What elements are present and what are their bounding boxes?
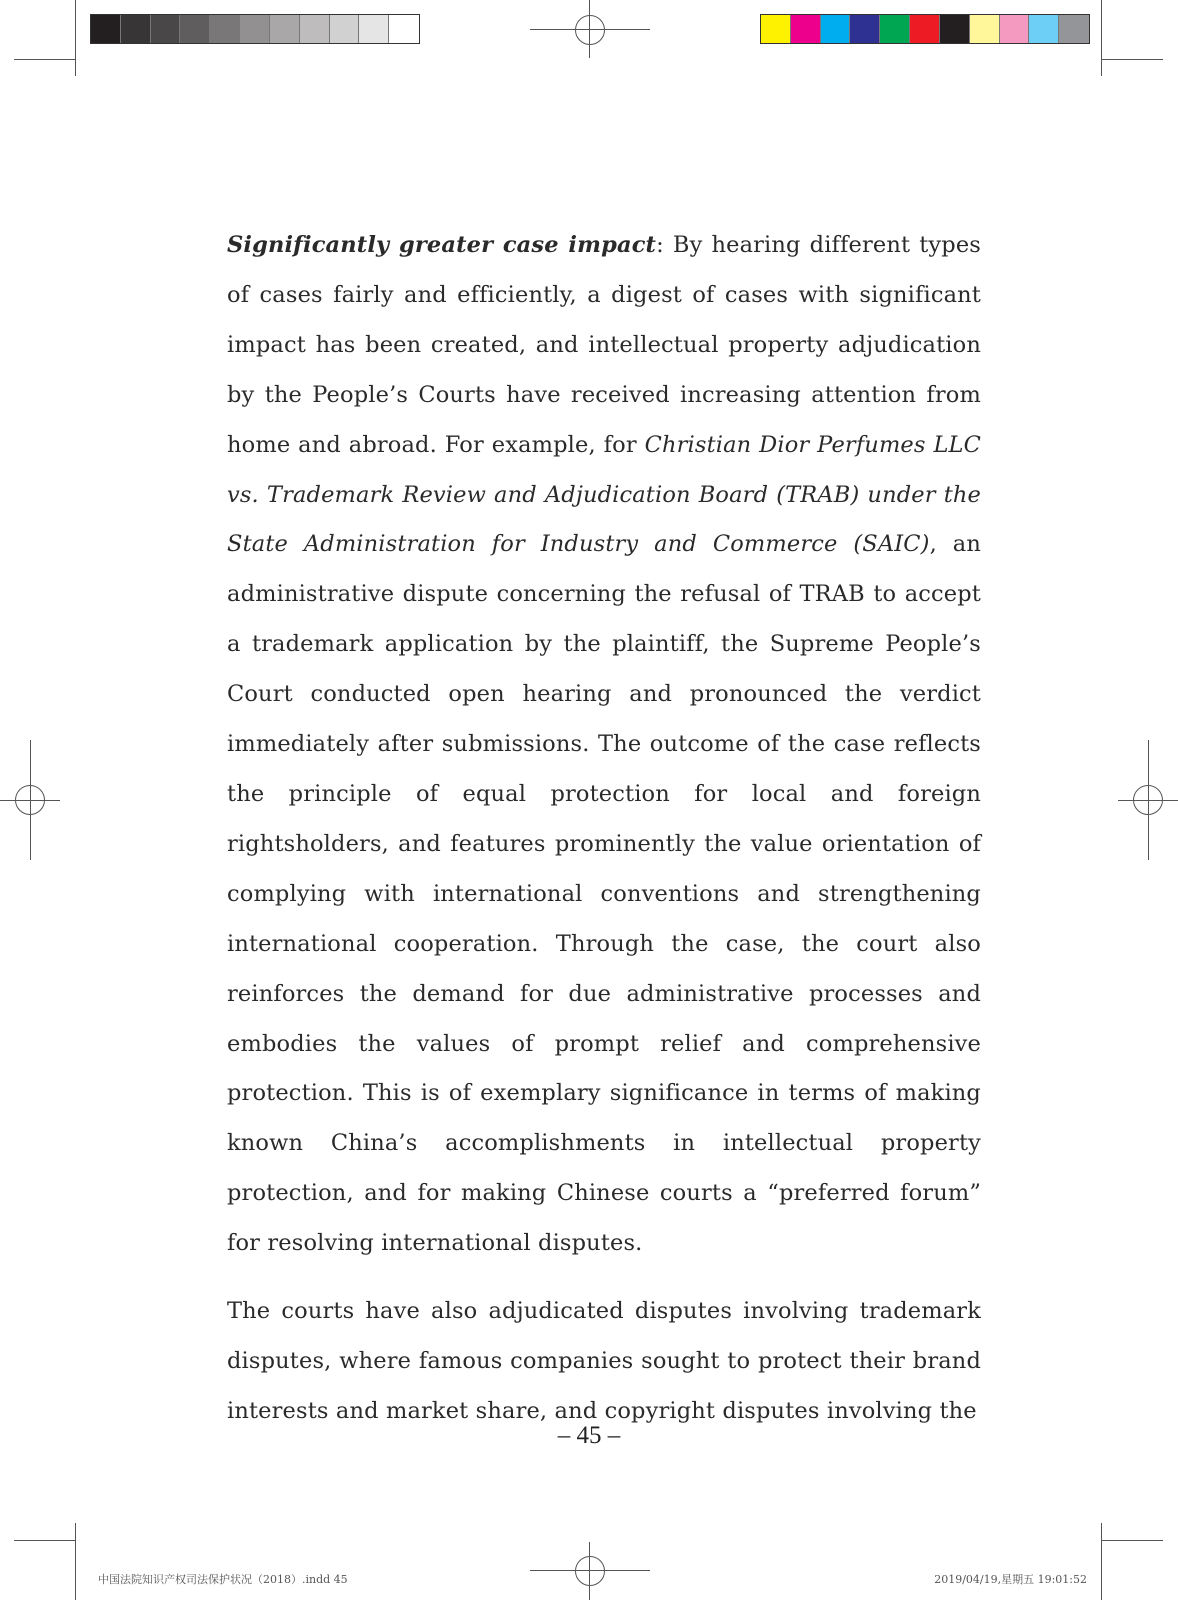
text-run: , an administrative dispute concerning the refusal of TRAB to accept a trademark application by the plaintiff, the Supreme People’s Court conducted open hearing and pronounced the verdict immediately after submissions. The outcome of the case reflects the principle of equal protection for local and foreign rightsholders, and features prominently the value orientation of complying with international conventions and strengthening international cooperation. Through the case, the court also reinforces the demand for due administrative processes and embodies the values of prompt relief and comprehensive protection. This is of exemplary significance in terms of making known China’s accomplishments in intellectual property protection, and for making Chinese courts a “preferred forum” for resolving international disputes. xyxy=(227,531,981,1257)
body-text xyxy=(227,221,981,1437)
crop-mark xyxy=(1101,1523,1102,1600)
color-swatch xyxy=(970,15,1000,43)
crop-mark xyxy=(14,1540,76,1541)
paragraph: The courts have also adjudicated disputes involving trademark disputes, where famous companies sought to protect their brand interests and market share, and copyright disputes involving the xyxy=(227,1298,981,1424)
gray-swatch xyxy=(240,15,270,43)
gray-swatch xyxy=(151,15,181,43)
color-bar xyxy=(760,14,1090,44)
gray-swatch xyxy=(91,15,121,43)
text-run: : By hearing different types of cases fairly and efficiently, a digest of cases with significant impact has been created, and intellectual property adjudication by the People’s Courts have received increasing attention from home and abroad. For example, for xyxy=(227,232,981,458)
crop-mark xyxy=(1101,0,1102,76)
color-swatch xyxy=(940,15,970,43)
lead-phrase: Significantly greater case impact xyxy=(227,232,657,258)
color-swatch xyxy=(1029,15,1059,43)
paragraph xyxy=(227,221,981,1269)
gray-swatch xyxy=(389,15,419,43)
crop-mark xyxy=(14,59,76,60)
page-number: – 45 – xyxy=(557,1422,621,1449)
crop-mark xyxy=(1101,1540,1163,1541)
crop-mark xyxy=(75,0,76,76)
color-swatch xyxy=(910,15,940,43)
gray-swatch xyxy=(300,15,330,43)
gray-swatch xyxy=(180,15,210,43)
crop-mark xyxy=(75,1523,76,1600)
file-slug: 中国法院知识产权司法保护状况（2018）.indd 45 xyxy=(98,1573,348,1586)
gray-swatch xyxy=(359,15,389,43)
case-title: Christian Dior Perfumes LLC vs. Trademark Review and Adjudication Board (TRAB) under the State Administration for Industry and Commerce (SAIC) xyxy=(227,431,981,558)
grayscale-bar xyxy=(90,14,420,44)
color-swatch xyxy=(791,15,821,43)
timestamp-slug: 2019/04/19,星期五 19:01:52 xyxy=(934,1573,1087,1586)
color-swatch xyxy=(821,15,851,43)
color-swatch xyxy=(1000,15,1030,43)
color-swatch xyxy=(880,15,910,43)
color-swatch xyxy=(850,15,880,43)
gray-swatch xyxy=(270,15,300,43)
gray-swatch xyxy=(330,15,360,43)
color-swatch xyxy=(1059,15,1089,43)
crop-mark xyxy=(1101,59,1163,60)
gray-swatch xyxy=(210,15,240,43)
color-swatch xyxy=(761,15,791,43)
gray-swatch xyxy=(121,15,151,43)
